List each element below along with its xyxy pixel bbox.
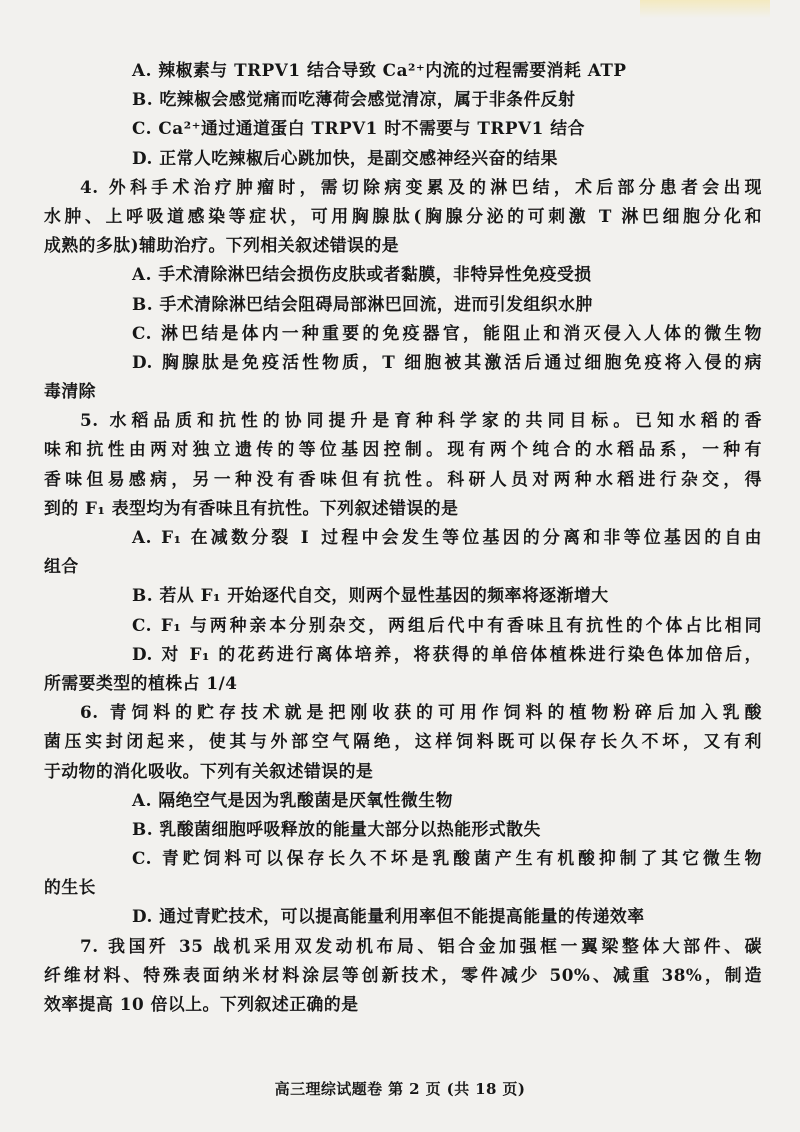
text-line: 味和抗性由两对独立遗传的等位基因控制。现有两个纯合的水稻品系，一种有 <box>44 439 762 460</box>
text-line: 4. 外科手术治疗肿瘤时，需切除病变累及的淋巴结，术后部分患者会出现 <box>80 176 762 197</box>
text-line: B. 若从 F₁ 开始逐代自交，则两个显性基因的频率将逐渐增大 <box>132 585 609 606</box>
question-text-block <box>44 56 762 1019</box>
text-line: 于动物的消化吸收。下列有关叙述错误的是 <box>44 760 374 781</box>
text-line: 到的 F₁ 表型均为有香味且有抗性。下列叙述错误的是 <box>44 497 459 518</box>
text-line: A. 手术清除淋巴结会损伤皮肤或者黏膜，非特异性免疫受损 <box>132 264 592 285</box>
text-line: D. 正常人吃辣椒后心跳加快，是副交感神经兴奋的结果 <box>132 147 558 168</box>
text-line: D. 通过青贮技术，可以提高能量利用率但不能提高能量的传递效率 <box>132 906 645 927</box>
text-line: 水肿、上呼吸道感染等症状，可用胸腺肽(胸腺分泌的可刺激 T 淋巴细胞分化和 <box>44 205 762 226</box>
text-line: C. 青贮饲料可以保存长久不坏是乳酸菌产生有机酸抑制了其它微生物 <box>132 848 762 869</box>
text-line: 纤维材料、特殊表面纳米材料涂层等创新技术，零件减少 50%、减重 38%，制造 <box>44 964 762 985</box>
text-line: 6. 青饲料的贮存技术就是把刚收获的可用作饲料的植物粉碎后加入乳酸 <box>80 702 762 723</box>
text-line: A. F₁ 在减数分裂 Ⅰ 过程中会发生等位基因的分离和非等位基因的自由 <box>132 527 762 547</box>
text-line: C. F₁ 与两种亲本分别杂交，两组后代中有香味且有抗性的个体占比相同 <box>132 614 762 635</box>
text-line: 组合 <box>44 556 79 577</box>
text-line: 毒清除 <box>44 381 96 402</box>
text-line: A. 隔绝空气是因为乳酸菌是厌氧性微生物 <box>132 789 453 810</box>
text-line: 成熟的多肽)辅助治疗。下列相关叙述错误的是 <box>44 235 400 256</box>
text-line: B. 乳酸菌细胞呼吸释放的能量大部分以热能形式散失 <box>132 818 541 839</box>
text-line: 效率提高 10 倍以上。下列叙述正确的是 <box>44 994 359 1014</box>
text-line: C. 淋巴结是体内一种重要的免疫器官，能阻止和消灭侵入人体的微生物 <box>132 322 762 343</box>
text-line: B. 吃辣椒会感觉痛而吃薄荷会感觉清凉，属于非条件反射 <box>132 89 576 110</box>
paper-stain <box>640 0 770 18</box>
text-line: 香味但易感病，另一种没有香味但有抗性。科研人员对两种水稻进行杂交，得 <box>44 468 762 489</box>
text-line: 所需要类型的植株占 1/4 <box>44 672 238 693</box>
text-line: D. 胸腺肽是免疫活性物质，T 细胞被其激活后通过细胞免疫将入侵的病 <box>132 351 762 372</box>
text-line: C. Ca²⁺通过通道蛋白 TRPV1 时不需要与 TRPV1 结合 <box>132 118 585 139</box>
text-line: D. 对 F₁ 的花药进行离体培养，将获得的单倍体植株进行染色体加倍后， <box>132 643 762 664</box>
text-line: 的生长 <box>44 877 96 898</box>
page-footer: 高三理综试题卷 第 2 页 (共 18 页) <box>274 1080 526 1098</box>
text-line: A. 辣椒素与 TRPV1 结合导致 Ca²⁺内流的过程需要消耗 ATP <box>132 60 627 80</box>
text-line: 7. 我国歼 35 战机采用双发动机布局、铝合金加强框一翼梁整体大部件、碳 <box>80 935 762 956</box>
text-line: B. 手术清除淋巴结会阻碍局部淋巴回流，进而引发组织水肿 <box>132 293 593 314</box>
text-line: 5. 水稻品质和抗性的协同提升是育种科学家的共同目标。已知水稻的香 <box>80 410 762 431</box>
text-line: 菌压实封闭起来，使其与外部空气隔绝，这样饲料既可以保存长久不坏，又有利 <box>44 731 762 752</box>
